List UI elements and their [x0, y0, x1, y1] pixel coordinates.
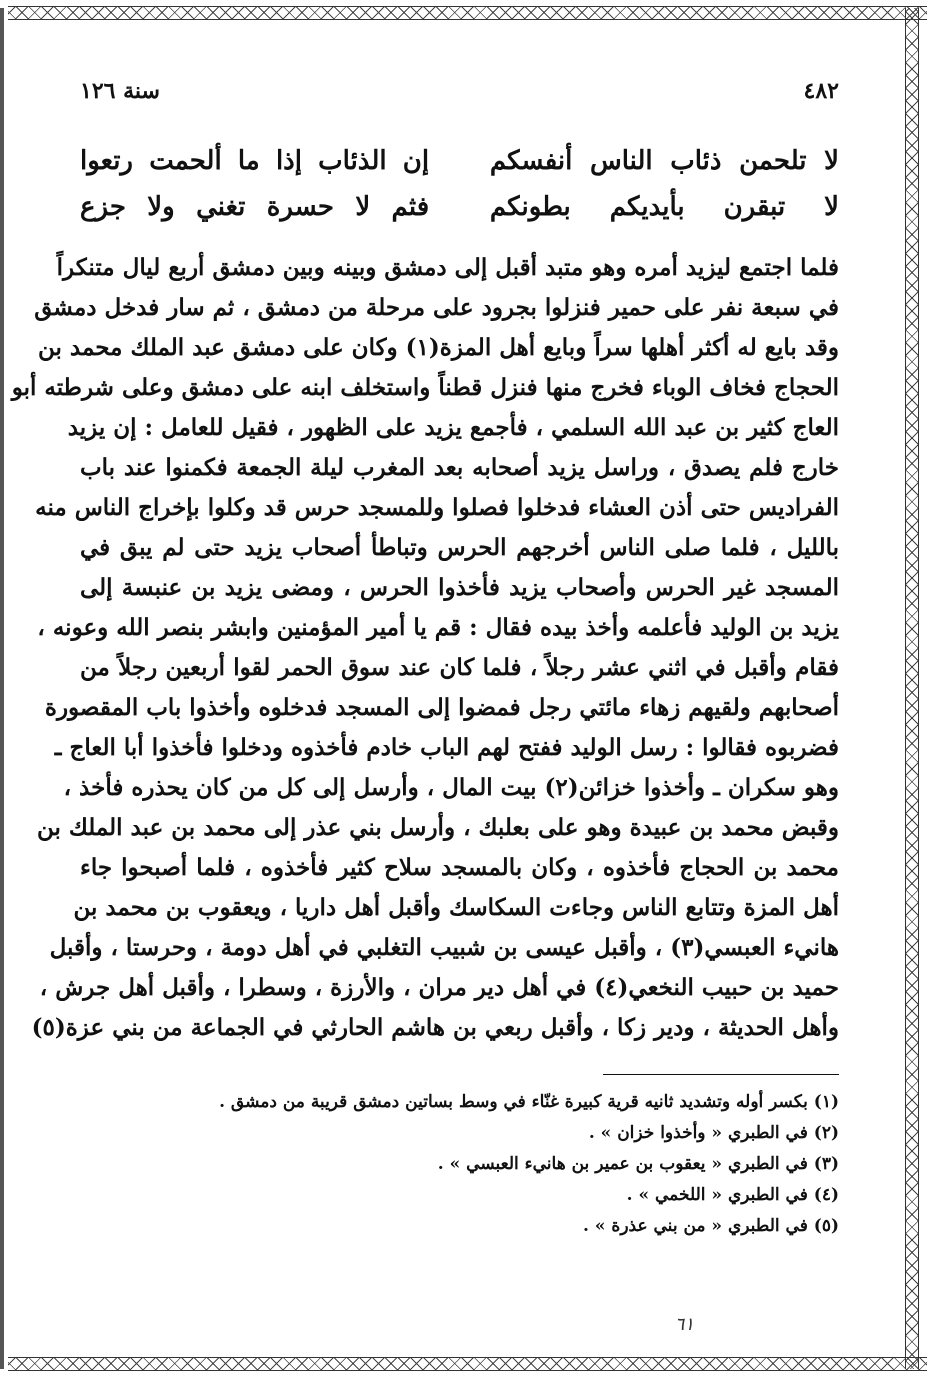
page-number: ٤٨٢ [803, 78, 839, 104]
text-line: الحجاج فخاف الوباء فخرج منها فنزل قطناً واستخلف ابنه على دمشق وعلى شرطته أبو [11, 374, 839, 401]
text-line: العاج كثير بن عبد الله السلمي ، فأجمع يزيد على الظهور ، فقيل للعامل : إن يزيد [67, 414, 839, 441]
footnote: (١) بكسر أوله وتشديد ثانيه قرية كبيرة غنّاء في وسط بساتين دمشق قريبة من دمشق . [219, 1092, 839, 1112]
text-line: حميد بن حبيب النخعي(٤) في أهل دير مران ، والأرزة ، وسطرا ، وأقبل أهل جرش ، [39, 974, 839, 1001]
decorative-border-bottom [8, 1357, 927, 1371]
text-line: المسجد غير الحرس وأصحاب يزيد فأخذوا الحرس ، ومضى يزيد بن عنبسة إلى [80, 574, 839, 601]
text-line: محمد بن الحجاج فأخذوه ، وكان بالمسجد سلاح كثير فأخذوه ، فلما أصبحوا جاء [80, 854, 839, 881]
text-line: وقد بايع له أكثر أهلها سراً وبايع أهل المزة(١) وكان على دمشق عبد الملك محمد بن [37, 334, 839, 361]
text-line: أهل المزة وتتابع الناس وجاءت السكاسك وأقبل أهل داريا ، ويعقوب بن محمد بن [73, 894, 839, 921]
hemistich-first: لا تلحمن ذئاب الناس أنفسكم [489, 146, 839, 176]
hemistich-second: إن الذئاب إذا ما ألحمت رتعوا [80, 146, 430, 176]
page-header [80, 78, 839, 118]
handwritten-note: ٦١ [674, 1314, 694, 1335]
text-line: فضربوه فقالوا : رسل الوليد ففتح لهم الباب خادم فأخذوه ودخلوا فأخذوا أبا العاج ـ [54, 734, 839, 761]
text-line: وأهل الحديثة ، ودير زكا ، وأقبل ربعي بن هاشم الحارثي في الجماعة من بني عزة(٥) [31, 1014, 839, 1041]
text-line: يزيد بن الوليد فأعلمه وأخذ بيده فقال : قم يا أمير المؤمنين وابشر بنصر الله وعونه ، [37, 614, 839, 641]
text-line: بالليل ، فلما صلى الناس أخرجهم الحرس وتباطأ أصحاب يزيد حتى لم يبق في [80, 534, 839, 561]
text-line: فلما اجتمع ليزيد أمره وهو متبد أقبل إلى دمشق وبينه وبين دمشق أربع ليال متنكراً [56, 254, 839, 281]
book-page [11, 78, 839, 1337]
footnote: (٣) في الطبري « يعقوب بن عمير بن هانيء العبسي » . [437, 1154, 839, 1174]
decorative-border-right [905, 8, 919, 1369]
footnote: (٢) في الطبري « وأخذوا خزان » . [588, 1123, 839, 1143]
text-line: وقبض محمد بن عبيدة وهو على بعلبك ، وأرسل بني عذر إلى محمد بن عبد الملك بن [36, 814, 839, 841]
text-line: أصحابهم ولقيهم زهاء مائتي رجل فمضوا إلى المسجد فدخلوه وأخذوا باب المقصورة [44, 694, 839, 721]
text-line: الفراديس حتى أذن العشاء فدخلوا فصلوا وللمسجد حرس قد وكلوا بإخراج الناس منه [35, 494, 839, 521]
footnotes [80, 1087, 839, 1242]
decorative-border-top [8, 6, 927, 20]
text-line: في سبعة نفر على حمير فنزلوا بجرود على مرحلة من دمشق ، ثم سار فدخل دمشق [34, 294, 839, 321]
text-line: خارج فلم يصدق ، وراسل يزيد أصحابه بعد المغرب ليلة الجمعة فكمنوا عند باب [80, 454, 839, 481]
body-text [11, 248, 839, 1048]
poem-verse [80, 184, 839, 230]
hemistich-second: فثم لا حسرة تغني ولا جزع [80, 192, 430, 222]
poem-verse [80, 138, 839, 184]
text-line: وهو سكران ـ وأخذوا خزائن(٢) بيت المال ، وأرسل إلى كل من كان يحذره فأخذ ، [63, 774, 839, 801]
hemistich-first: لا تبقرن بأيديكم بطونكم [489, 192, 839, 222]
poem-block [80, 138, 839, 230]
text-line: فقام وأقبل في اثني عشر رجلاً ، فلما كان عند سوق الحمر لقوا أربعين رجلاً من [80, 654, 839, 681]
footnote: (٥) في الطبري « من بني عذرة » . [583, 1216, 839, 1236]
footnote-separator [603, 1074, 839, 1075]
text-line: هانيء العبسي(٣) ، وأقبل عيسى بن شبيب التغلبي في أهل دومة ، وحرستا ، وأقبل [49, 934, 839, 961]
page-edge-left [0, 8, 4, 1369]
running-title-year: سنة ١٢٦ [80, 78, 160, 104]
footnote: (٤) في الطبري « اللخمي » . [626, 1185, 839, 1205]
